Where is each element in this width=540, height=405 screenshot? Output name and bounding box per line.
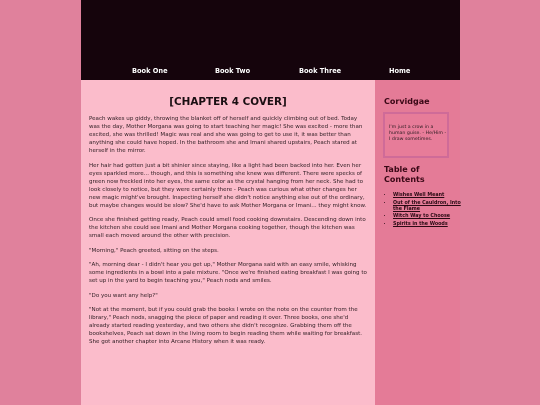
nav-book-three[interactable]: Book Three [299, 67, 342, 75]
chapter-paragraph: "Ah, morning dear - I didn't hear you get up," Mother Morgana said with an easy smile, whisking some ingredients in a bowl into a pale mixture. "Once we're finished eating breakfast I was going to set up in the yard to begin teaching you," Peach nods and smiles. [89, 262, 367, 284]
toc-link[interactable]: Wishes Well Meant [393, 193, 445, 198]
nav-home[interactable]: Home [389, 67, 411, 75]
chapter-title: [CHAPTER 4 COVER] [169, 96, 287, 108]
chapter-body [81, 115, 375, 346]
sidebar-title: Corvidgae [384, 97, 430, 106]
chapter-paragraph: "Do you want any help?" [89, 292, 158, 299]
toc-link[interactable]: Witch Way to Choose [393, 214, 451, 219]
nav-book-one[interactable]: Book One [132, 67, 168, 75]
main-content [81, 80, 375, 405]
chapter-paragraph: "Morning," Peach greeted, sitting on the steps. [89, 247, 219, 254]
toc-link[interactable]: Out of the Cauldron, Into the Flame [393, 200, 461, 212]
toc-list [384, 193, 463, 229]
nav-book-two[interactable]: Book Two [215, 67, 251, 75]
toc-item[interactable] [393, 214, 463, 220]
toc-item[interactable] [393, 222, 463, 228]
toc-title: Table of Contents [384, 165, 425, 184]
bio-box [383, 112, 449, 158]
sidebar [375, 80, 460, 405]
page-wrapper [81, 0, 460, 405]
header-banner [81, 0, 460, 80]
toc-item[interactable] [393, 193, 463, 199]
chapter-paragraph: Once she finished getting ready, Peach could smell food cooking downstairs. Descending down into the kitchen she could see Imani and Mother Morgana cooking together, though the kitchen was small each moved around the other with precision. [89, 217, 366, 239]
chapter-paragraph: "Not at the moment, but if you could grab the books I wrote on the note on the counter from the library," Peach nods, snagging the piece of paper and reading it over. Three books, one she'd already started reading yesterday, and two others she didn't recognize. Grabbing them off the bookshelves, Peach sat down in the living room to begin reading them while waiting for breakfast. She got another chapter into Arcane History when it was ready. [89, 307, 363, 345]
bio-text: I'm just a crow in a human guise. - He/Him - I draw sometimes. [389, 125, 447, 143]
toc-link[interactable]: Spirits in the Woods [393, 221, 448, 227]
chapter-paragraph: Her hair had gotten just a bit shinier since staying, like a light had been backed into her. Even her eyes sparkled more... though, and this is something she knew was different. There were specks of green now freckled into her eyes, the same color as the crystal hanging from her neck. She had to look closely to notice, but they were certainly there - Peach was curious what other changes her new magic might've brought. Inspecting herself she didn't notice anything else out of the ordinary, but maybe changes would be slow? She'd have to ask Mother Morgana or Imani... they might know. [89, 162, 367, 209]
chapter-paragraph: Peach wakes up giddy, throwing the blanket off of herself and quickly climbing out of bed. Today was the day, Mother Morgana was going to start teaching her magic! She was excited - more than excited, she was thrilled! Magic was real and she was going to get to use it, it was better than anything she could have hoped. In the bathroom she and Imani shared upstairs, Peach stared at herself in the mirror. [89, 116, 363, 154]
toc-item[interactable] [393, 201, 463, 213]
top-nav [81, 66, 460, 80]
